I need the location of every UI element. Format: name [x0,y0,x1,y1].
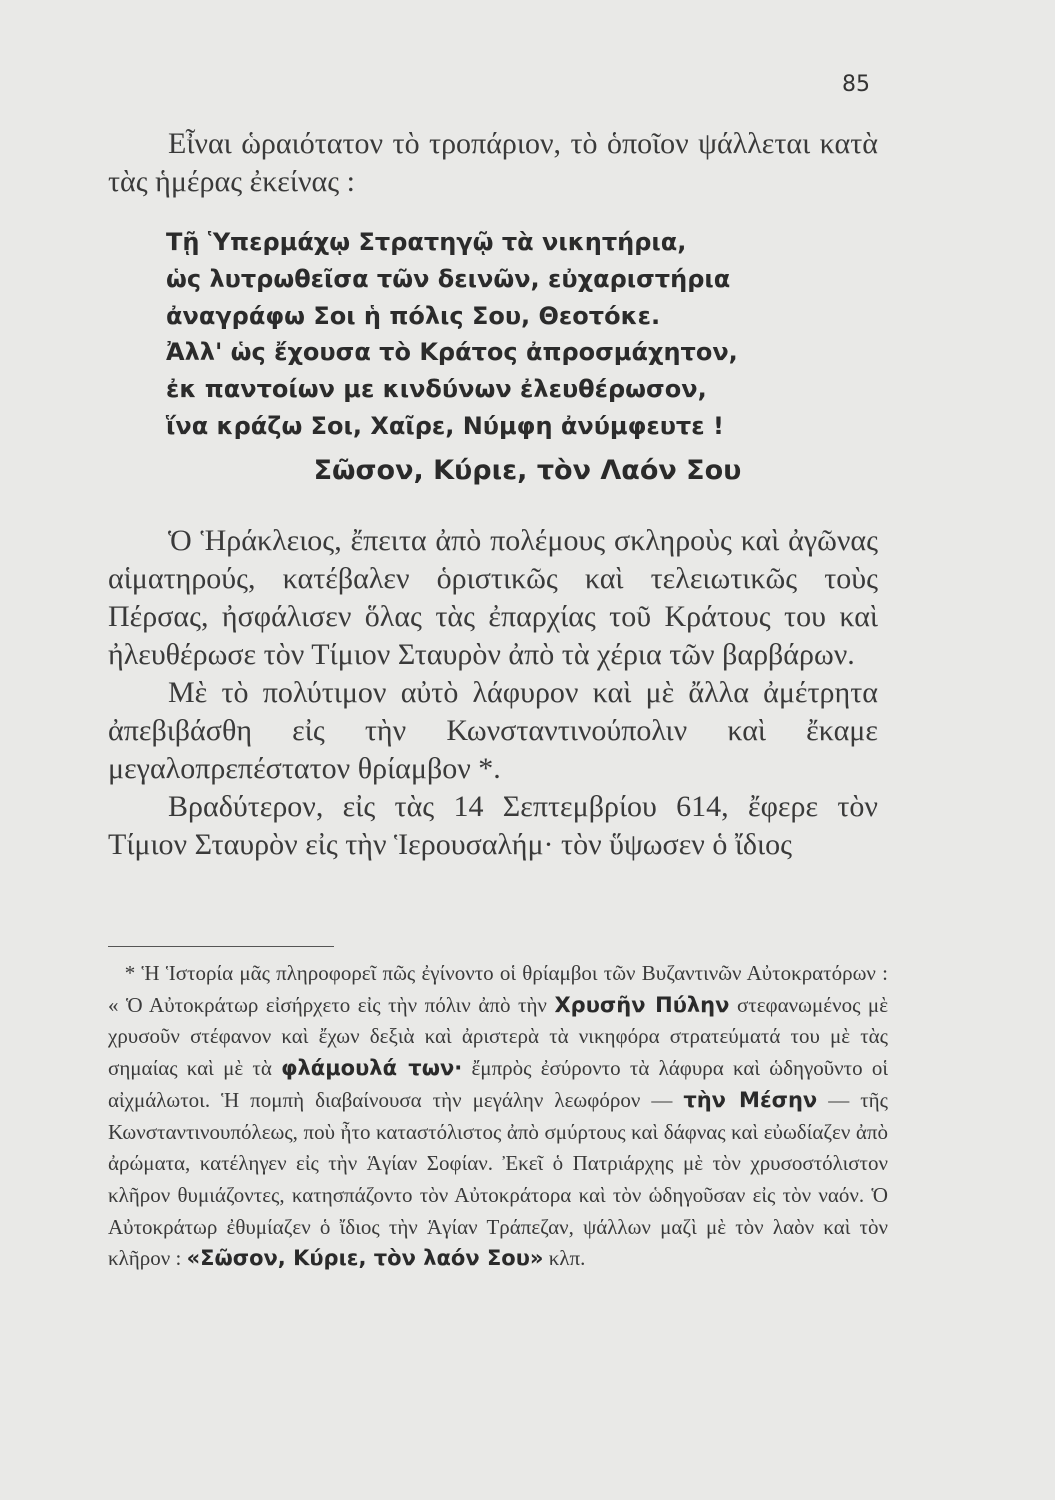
footnote-text: κλπ. [543,1246,586,1271]
intro-paragraph: Εἶναι ὡραιότατον τὸ τροπάριον, τὸ ὁποῖον ψάλλεται κατὰ τὰς ἡμέρας ἐκείνας : [108,127,878,198]
paragraph-jerusalem: Βραδύτερον, εἰς τὰς 14 Σεπτεμβρίου 614, ἔφερε τὸν Τίμιον Σταυρὸν εἰς τὴν Ἱερουσαλήμ· τὸν ὕψωσεν ὁ ἴδιος [108,790,878,861]
paragraph-heraclius: Ὁ Ἡράκλειος, ἔπειτα ἀπὸ πολέμους σκληροὺς καὶ ἀγῶνας αἱματηρούς, κατέβαλεν ὁριστικῶς καὶ τελειωτικῶς τοὺς Πέρσας, ἠσφάλισεν ὅλας τὰς ἐπαρχίας τοῦ Κράτους του καὶ ἠλευθέρωσε τὸν Τίμιον Σταυρὸν ἀπὸ τὰ χέρια τῶν βαρβάρων. [108,524,878,671]
hymn-line: ἀναγράφω Σοι ἡ πόλις Σου, Θεοτόκε. [166,301,661,330]
main-text [108,522,878,864]
page-number: 85 [842,72,870,97]
footnote-bold-mese: τὴν Μέσην [683,1087,818,1112]
hymn-line: ἐκ παντοίων με κινδύνων ἐλευθέρωσον, [166,375,707,404]
footnote-text: ἔμπρὸς ἐσύροντο τὰ λάφυρα καὶ ὡδηγοῦντο οἱ αἰχμάλωτοι. Ἡ πομπὴ διαβαίνουσα τὴν μεγάλην λεωφόρον — [108,1056,889,1112]
footnote-bold-banners: φλάμουλά των· [281,1056,463,1081]
footnote-paragraph [108,958,888,1275]
paragraph-triumph: Μὲ τὸ πολύτιμον αὐτὸ λάφυρον καὶ μὲ ἄλλα ἀμέτρητα ἀπεβιβάσθη εἰς τὴν Κωνσταντινούπολιν καὶ ἔκαμε μεγαλοπρεπέστατον θρίαμβον *. [108,676,878,785]
footnote-rule [108,946,334,947]
footnote-bold-hymn: «Σῶσον, Κύριε, τὸν λαόν Σου» [186,1246,544,1271]
hymn-line: ὡς λυτρωθεῖσα τῶν δεινῶν, εὐχαριστήρια [166,264,731,293]
section-heading: Σῶσον, Κύριε, τὸν Λαόν Σου [313,455,742,486]
hymn-troparion [166,224,866,445]
footnote [108,958,888,1275]
hymn-line: ἵνα κράζω Σοι, Χαῖρε, Νύμφη ἀνύμφευτε ! [166,411,724,440]
footnote-text: * Ἡ Ἱστορία μᾶς πληροφορεῖ πῶς ἐγίνοντο οἱ θρίαμβοι τῶν Βυζαντινῶν Αὐτοκρατόρων : « Ὁ Αὐτοκράτωρ εἰσήρχετο εἰς τὴν πόλιν ἀπὸ τὴν [108,961,888,1017]
hymn-line: Ἀλλ' ὡς ἔχουσα τὸ Κράτος ἀπροσμάχητον, [166,338,738,367]
footnote-bold-golden-gate: Χρυσῆν Πύλην [554,992,730,1017]
footnote-text: — τῆς Κωνσταντινουπόλεως, ποὺ ἦτο καταστόλιστος ἀπὸ σμύρτους καὶ δάφνας καὶ εὐωδίαζεν ἀπὸ ἀρώματα, κατέληγεν εἰς τὴν Ἁγίαν Σοφίαν. Ἐκεῖ ὁ Πατριάρχης μὲ τὸν χρυσοστόλιστον κλῆρον θυμιάζοντες, κατησπάζοντο τὸν Αὐτοκράτορα καὶ τὸν ὡδηγοῦσαν εἰς τὸν ναόν. Ὁ Αὐτοκράτωρ ἐθυμίαζεν ὁ ἴδιος τὴν Ἁγίαν Τράπεζαν, ψάλλων μαζὶ μὲ τὸν λαὸν καὶ τὸν κλῆρον : [108,1087,888,1271]
intro-block [108,125,878,201]
footnote-text: στεφανωμένος μὲ χρυσοῦν στέφανον καὶ ἔχων δεξιὰ καὶ ἀριστερὰ τὰ νικηφόρα στρατεύματά του μὲ τὰς σημαίας καὶ μὲ τὰ [108,992,889,1081]
hymn-line: Τῇ Ὑπερμάχῳ Στρατηγῷ τὰ νικητήρια, [166,228,687,256]
